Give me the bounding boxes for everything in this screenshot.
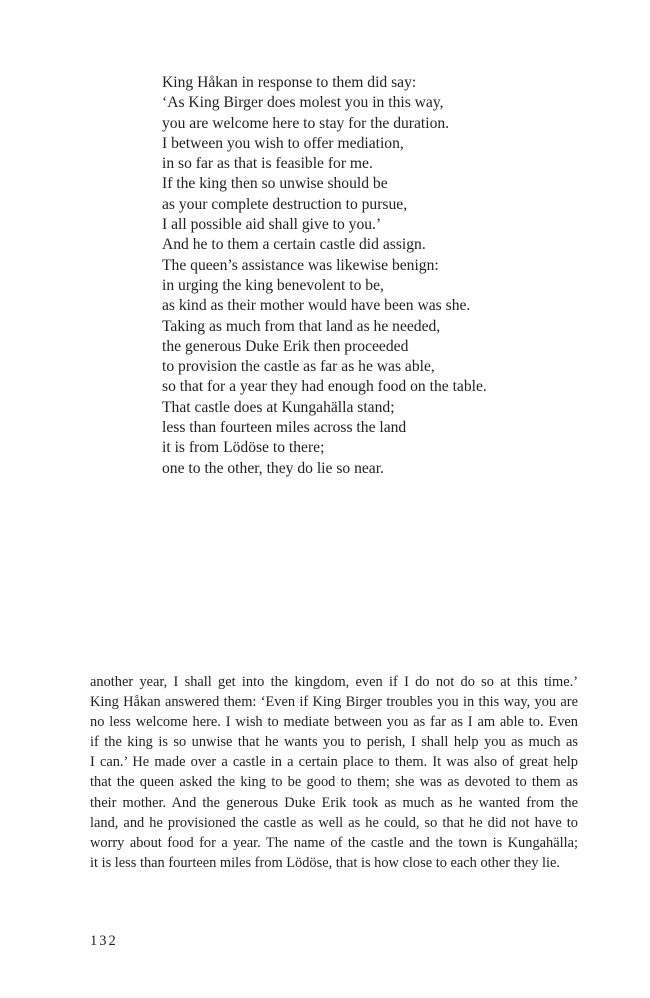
prose-line: that the queen asked the king to be good to them; she was as devoted to them as <box>90 774 578 791</box>
page-number: 132 <box>90 933 118 949</box>
prose-line: another year, I shall get into the kingdom, even if I do not do so at this time.’ <box>90 674 578 690</box>
verse-line: it is from Lödöse to there; <box>162 439 325 457</box>
verse-line: ‘As King Birger does molest you in this way, <box>162 94 444 112</box>
prose-line: I can.’ He made over a castle in a certain place to them. It was also of great help <box>90 754 578 771</box>
verse-line: King Håkan in response to them did say: <box>162 74 417 91</box>
verse-line: in urging the king benevolent to be, <box>162 276 384 294</box>
verse-line: you are welcome here to stay for the duration. <box>162 114 450 132</box>
prose-line: land, and he provisioned the castle as well as he could, so that he did not have to <box>90 814 578 831</box>
verse-line: one to the other, they do lie so near. <box>162 459 384 477</box>
verse-line: That castle does at Kungahälla stand; <box>162 398 395 416</box>
prose-line: their mother. And the generous Duke Erik took as much as he wanted from the <box>90 794 578 811</box>
prose-line: it is less than fourteen miles from Lödöse, that is how close to each other they lie. <box>90 854 560 871</box>
prose-line: no less welcome here. I wish to mediate between you as far as I am able to. Even <box>90 714 578 731</box>
verse-line: so that for a year they had enough food on the table. <box>162 378 487 396</box>
verse-line: I between you wish to offer mediation, <box>162 134 404 152</box>
verse-line: the generous Duke Erik then proceeded <box>162 337 409 355</box>
prose-line: King Håkan answered them: ‘Even if King Birger troubles you in this way, you are <box>90 694 578 711</box>
prose-line: worry about food for a year. The name of the castle and the town is Kungahälla; <box>90 834 578 851</box>
verse-line: And he to them a certain castle did assign. <box>162 236 426 254</box>
verse-line: I all possible aid shall give to you.’ <box>162 216 382 234</box>
prose-translation <box>90 672 578 873</box>
verse-line: to provision the castle as far as he was able, <box>162 358 435 376</box>
verse-line: less than fourteen miles across the land <box>162 419 407 437</box>
verse-line: as your complete destruction to pursue, <box>162 195 408 213</box>
verse-line: The queen’s assistance was likewise benign: <box>162 256 439 274</box>
verse-line: as kind as their mother would have been was she. <box>162 297 471 315</box>
verse-translation <box>162 73 602 479</box>
verse-line: If the king then so unwise should be <box>162 175 388 193</box>
verse-line: Taking as much from that land as he needed, <box>162 317 441 335</box>
prose-line: if the king is so unwise that he wants you to perish, I shall help you as much as <box>90 734 578 751</box>
verse-line: in so far as that is feasible for me. <box>162 155 373 173</box>
